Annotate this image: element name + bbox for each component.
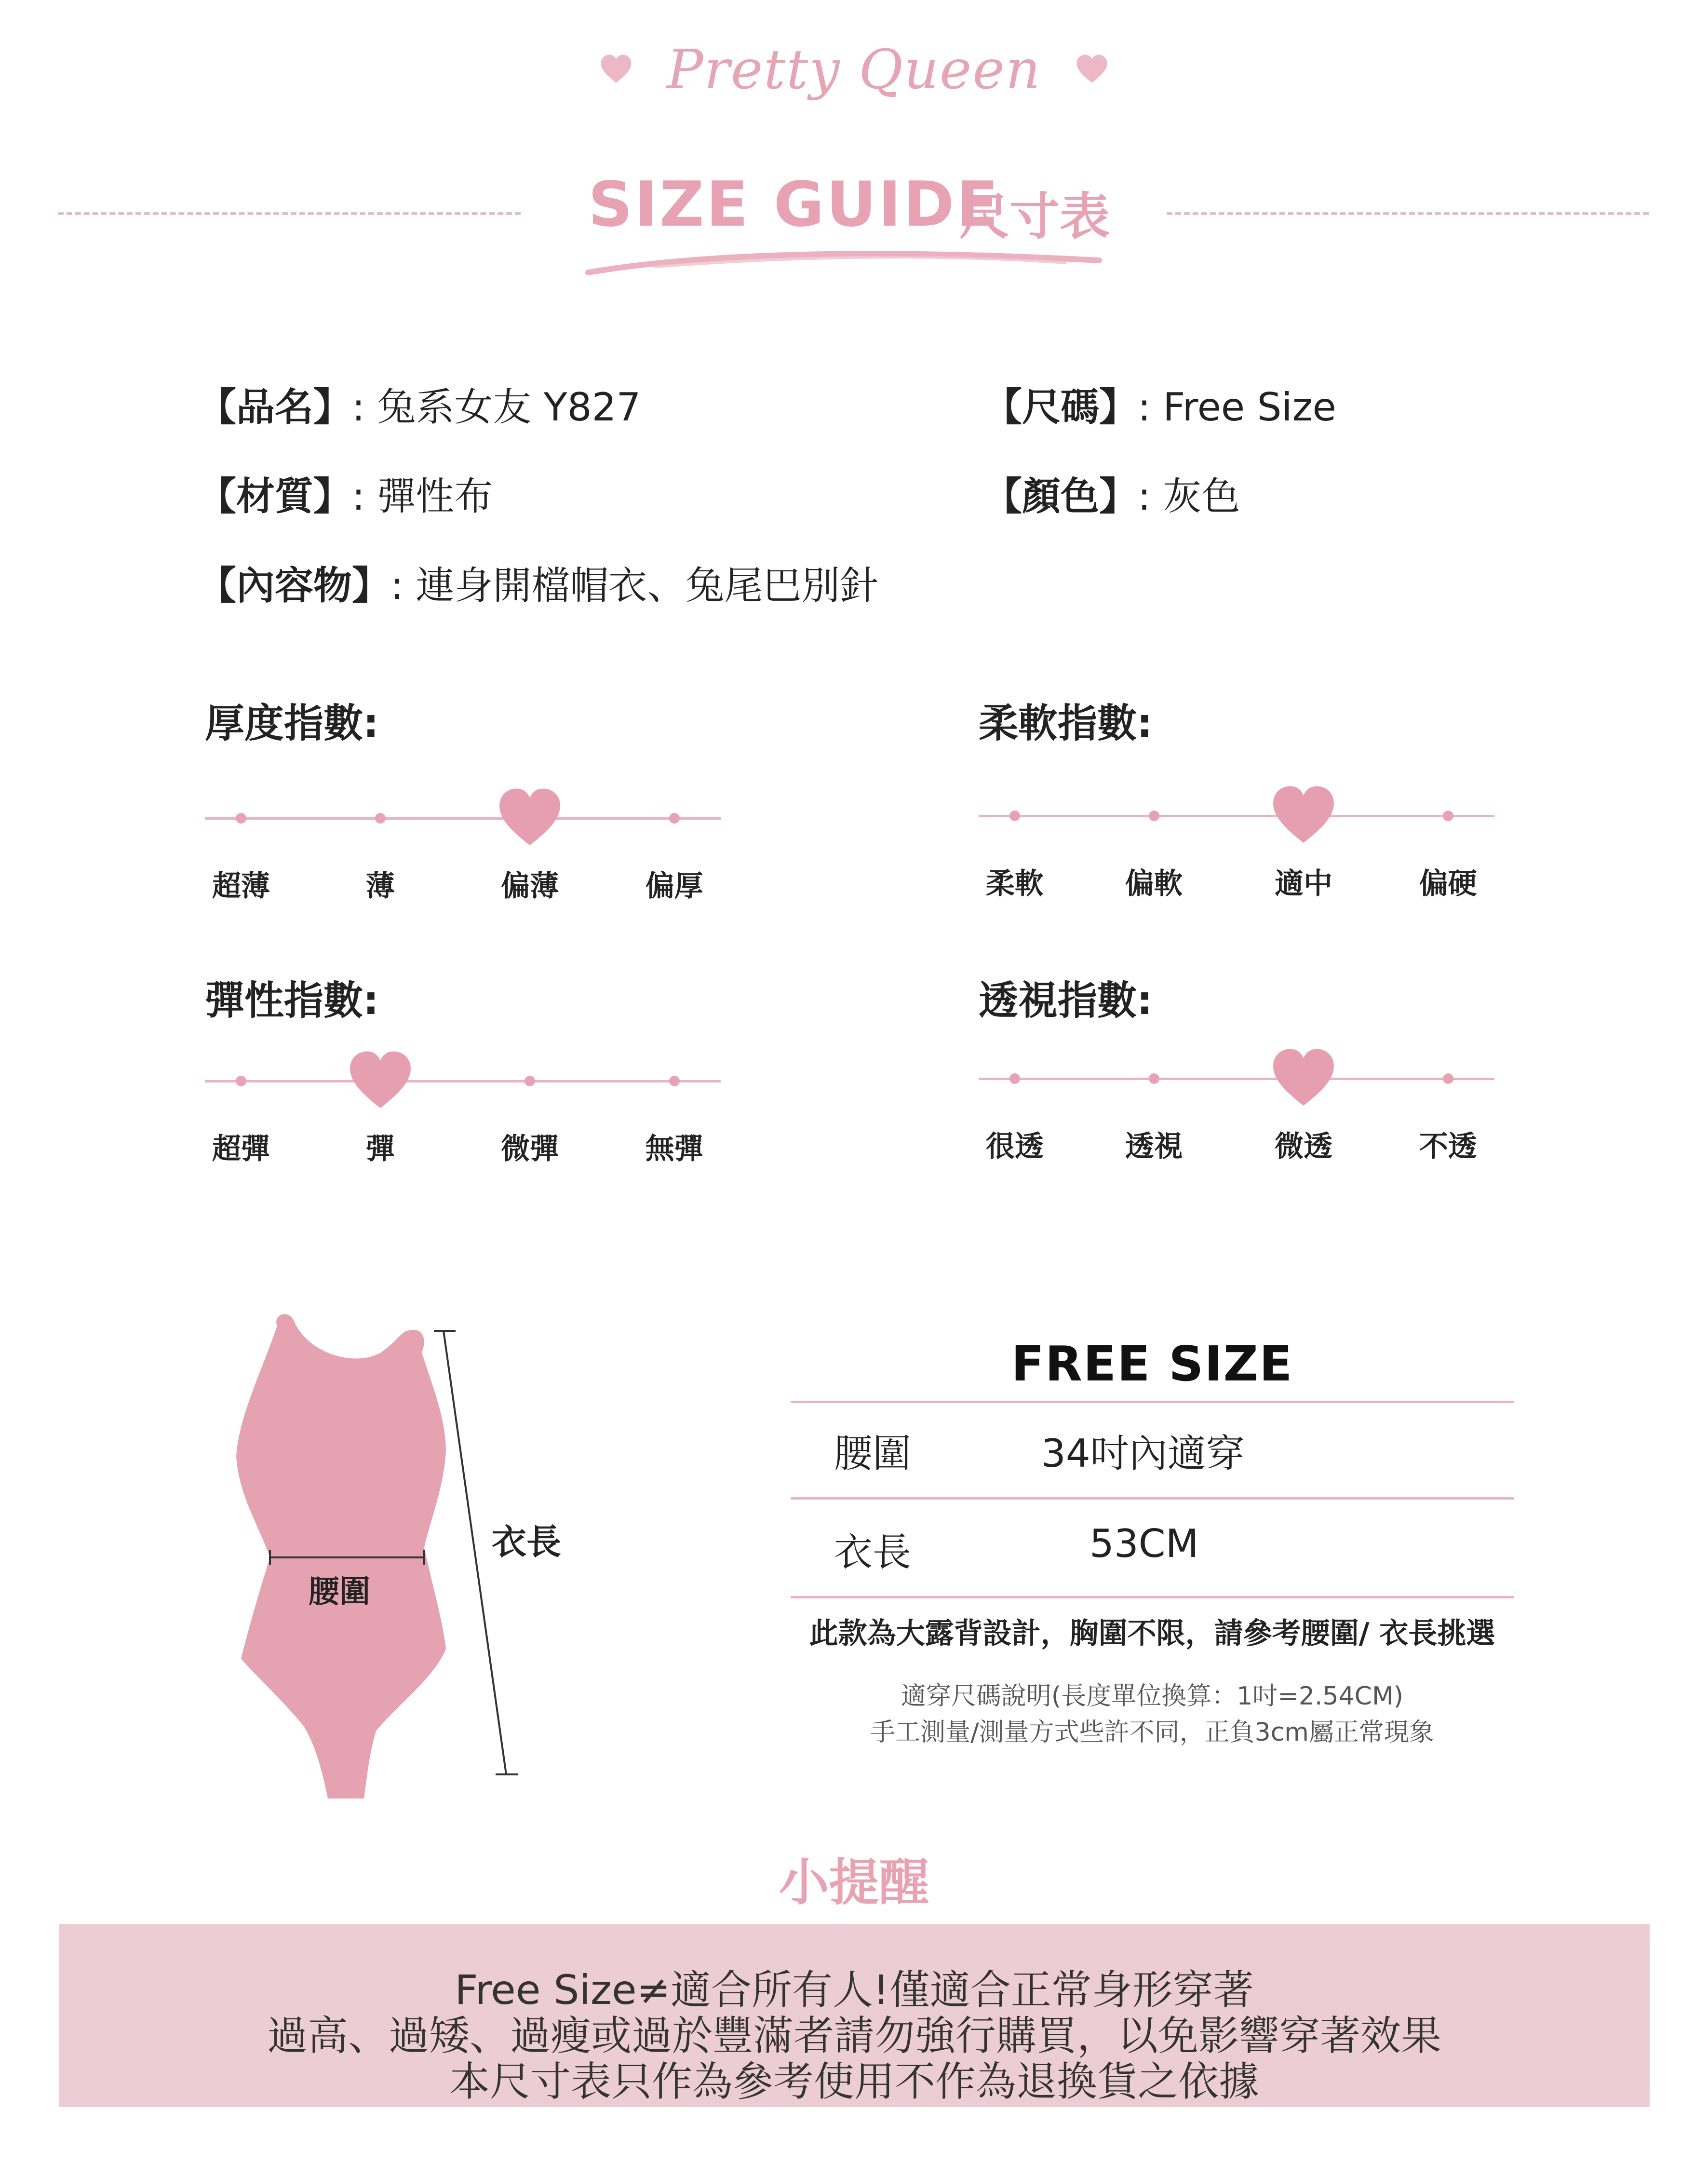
scale-dot	[525, 1076, 535, 1086]
product-name-row	[198, 376, 641, 432]
table-row-label: 腰圍	[834, 1431, 911, 1476]
scale-dot	[669, 1076, 680, 1086]
table-row-label: 衣長	[834, 1530, 911, 1575]
elasticity-scale	[205, 1044, 721, 1166]
reminder-line: Free Size≠適合所有人!僅適合正常身形穿著	[455, 1966, 1254, 2014]
softness-title: 柔軟指數:	[979, 701, 1153, 746]
scale-label: 適中	[1275, 867, 1333, 901]
reminder-title: 小提醒	[779, 1853, 929, 1912]
contents-key: 【內容物】	[198, 563, 390, 608]
backless-note: 此款為大露背設計，胸圍不限，請參考腰圍/ 衣長挑選	[809, 1617, 1495, 1650]
scale-label: 柔軟	[985, 867, 1044, 901]
size-value: : Free Size	[1138, 385, 1336, 430]
scale-dot	[1149, 811, 1159, 821]
scale-track	[979, 1078, 1494, 1080]
scale-track	[205, 817, 721, 820]
scale-label: 微彈	[501, 1132, 559, 1166]
heart-icon	[599, 53, 633, 87]
contents-row	[198, 555, 878, 610]
material-key: 【材質】	[198, 474, 352, 519]
waist-label: 腰圍	[309, 1574, 370, 1610]
product-name-key: 【品名】	[198, 385, 352, 430]
size-row	[983, 376, 1336, 432]
scale-label: 無彈	[645, 1132, 703, 1166]
selected-heart-icon	[496, 786, 564, 849]
size-table-heading: FREE SIZE	[1011, 1336, 1293, 1392]
product-name-value: : 兔系女友 Y827	[352, 385, 641, 430]
reminder-line: 本尺寸表只作為參考使用不作為退換貨之依據	[449, 2058, 1259, 2105]
color-key: 【顏色】	[983, 474, 1138, 519]
heart-icon	[1075, 53, 1109, 87]
scale-dot	[1443, 811, 1453, 821]
scale-dot	[1009, 811, 1020, 821]
reminder-line: 過高、過矮、過瘦或過於豐滿者請勿強行購買，以免影響穿著效果	[267, 2012, 1441, 2059]
table-row-value: 34吋內適穿	[1041, 1431, 1245, 1476]
contents-value: : 連身開檔帽衣、兔尾巴別針	[390, 563, 879, 608]
table-divider	[791, 1596, 1514, 1598]
unit-note: 適穿尺碼說明(長度單位換算：1吋=2.54CM)	[901, 1682, 1404, 1711]
scale-label: 偏厚	[645, 869, 703, 903]
scale-dot	[1149, 1073, 1159, 1084]
scale-dot	[236, 1076, 246, 1086]
table-divider	[791, 1497, 1514, 1500]
title-divider-left	[58, 212, 521, 215]
scale-track	[979, 815, 1494, 817]
transparency-title: 透視指數:	[979, 978, 1153, 1024]
softness-scale	[979, 779, 1494, 901]
selected-heart-icon	[1270, 1046, 1337, 1109]
transparency-scale	[979, 1041, 1494, 1163]
page-title-en: SIZE GUIDE	[588, 169, 1000, 241]
scale-dot	[1009, 1073, 1020, 1084]
scale-dot	[375, 813, 386, 824]
selected-heart-icon	[347, 1049, 414, 1111]
scale-label: 微透	[1275, 1130, 1333, 1163]
color-value: : 灰色	[1138, 474, 1240, 519]
color-row	[983, 465, 1240, 521]
scale-label: 偏硬	[1419, 867, 1477, 901]
title-divider-right	[1167, 212, 1649, 215]
scale-label: 超彈	[212, 1132, 270, 1166]
scale-label: 偏軟	[1125, 867, 1183, 901]
scale-label: 透視	[1125, 1130, 1183, 1163]
measurement-note: 手工測量/測量方式些許不同，正負3cm屬正常現象	[870, 1718, 1434, 1747]
length-label: 衣長	[492, 1522, 562, 1562]
scale-label: 很透	[985, 1130, 1044, 1163]
scale-label: 不透	[1419, 1130, 1477, 1163]
title-underline-brush	[583, 243, 1104, 282]
elasticity-title: 彈性指數:	[205, 978, 379, 1024]
thickness-scale	[205, 781, 721, 903]
scale-dot	[1443, 1073, 1453, 1084]
scale-dot	[669, 813, 680, 824]
scale-track	[205, 1080, 721, 1082]
material-value: : 彈性布	[352, 474, 493, 519]
brand-row	[0, 34, 1708, 106]
brand-logo: Pretty Queen	[667, 39, 1041, 101]
table-row-value: 53CM	[1089, 1521, 1199, 1566]
scale-label: 薄	[365, 869, 395, 903]
size-key: 【尺碼】	[983, 385, 1138, 430]
scale-label: 彈	[365, 1132, 395, 1166]
scale-dot	[236, 813, 246, 824]
scale-label: 超薄	[212, 869, 270, 903]
table-divider	[791, 1401, 1514, 1403]
page-title-zh: 尺寸表	[959, 187, 1110, 246]
material-row	[198, 465, 493, 521]
thickness-title: 厚度指數:	[205, 701, 379, 746]
selected-heart-icon	[1270, 784, 1337, 846]
scale-label: 偏薄	[501, 869, 559, 903]
